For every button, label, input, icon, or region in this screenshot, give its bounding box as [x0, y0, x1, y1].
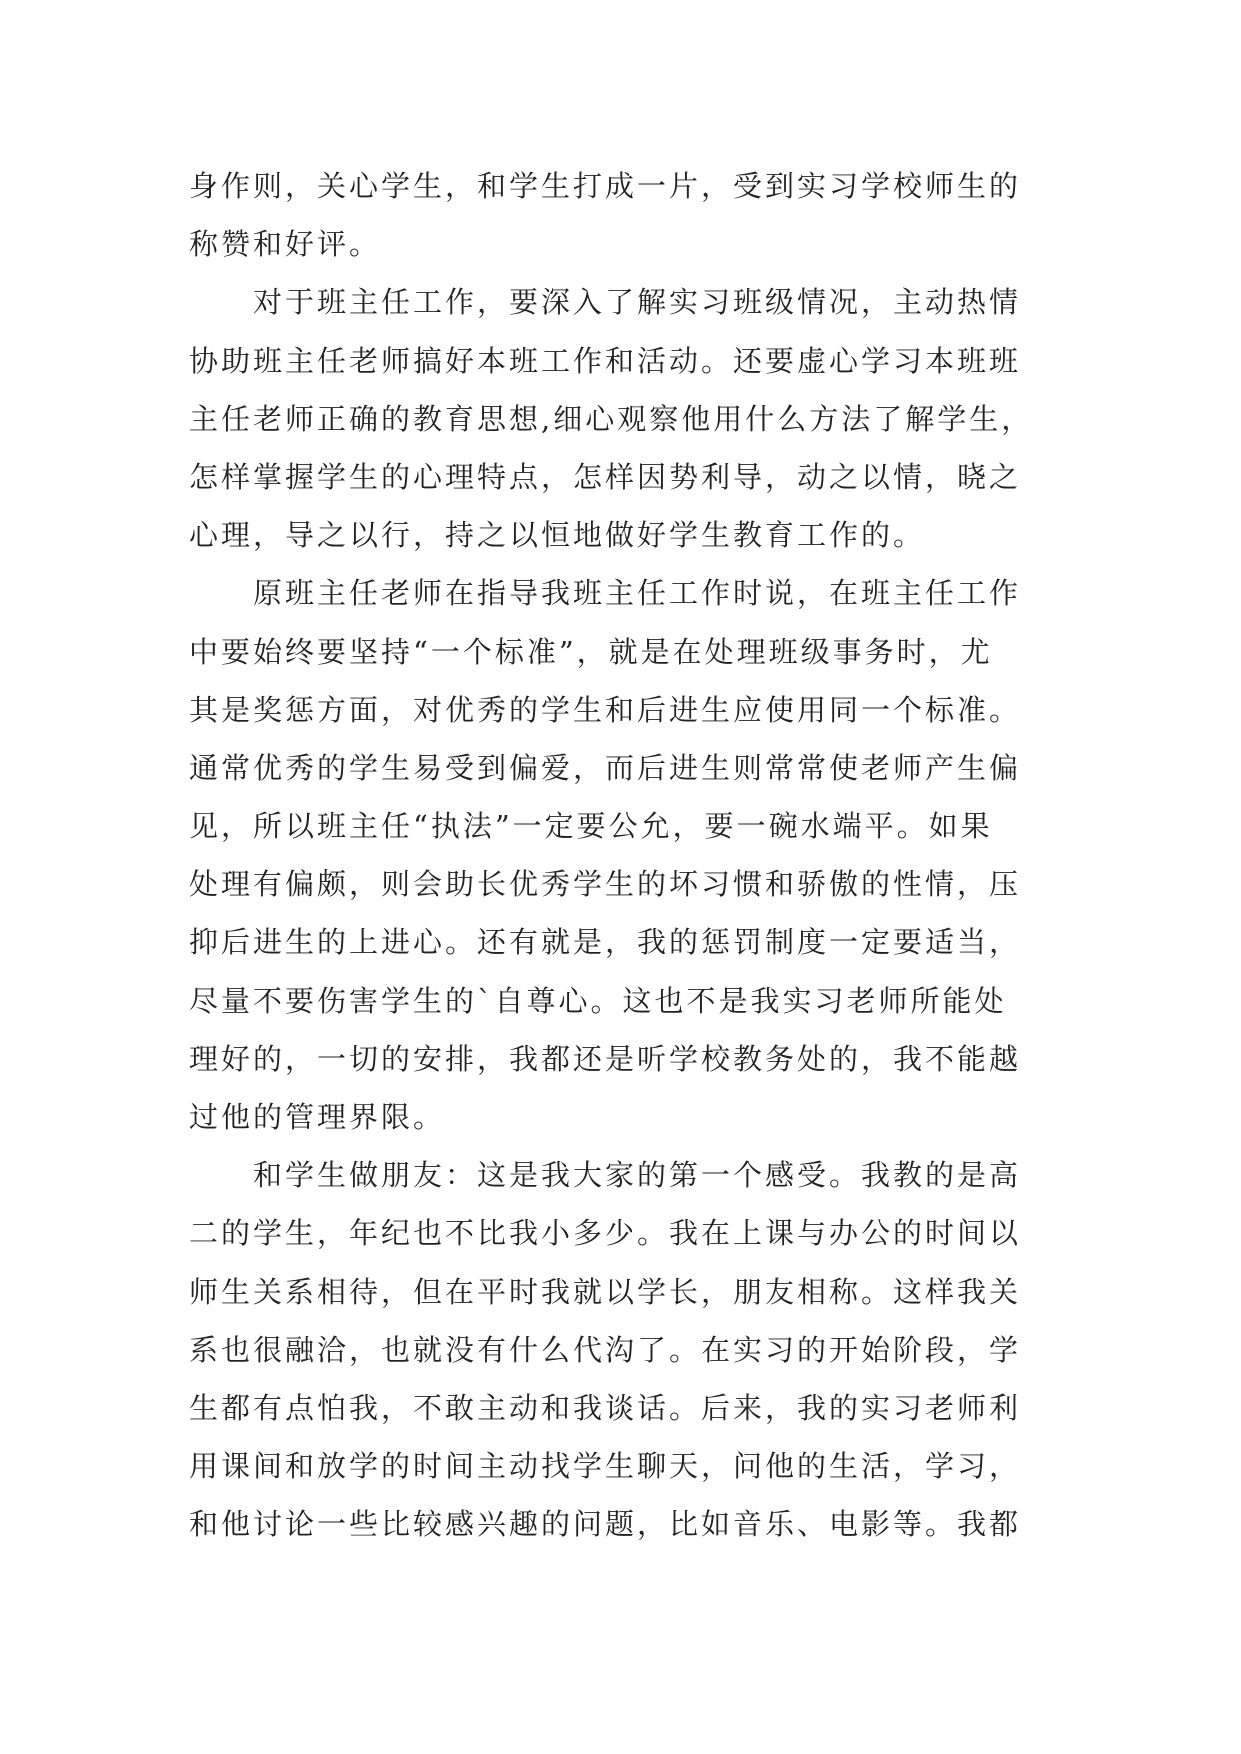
text-line: 通常优秀的学生易受到偏爱，而后进生则常常使老师产生偏 — [189, 750, 1022, 785]
text-line: 心理，导之以行，持之以恒地做好学生教育工作的。 — [189, 518, 926, 553]
text-line: 称赞和好评。 — [189, 227, 382, 262]
text-line: 过他的管理界限。 — [189, 1100, 446, 1134]
text-line: 抑后进生的上进心。还有就是，我的惩罚制度一定要适当， — [189, 925, 1022, 960]
text-line: 师生关系相待，但在平时我就以学长，朋友相称。这样我关 — [189, 1274, 1022, 1309]
text-line: 怎样掌握学生的心理特点，怎样因势利导，动之以情，晓之 — [189, 459, 1022, 494]
text-line: 和学生做朋友：这是我大家的第一个感受。我教的是高 — [189, 1158, 1022, 1193]
text-line: 用课间和放学的时间主动找学生聊天，问他的生活，学习， — [189, 1449, 1022, 1484]
text-line: 二的学生，年纪也不比我小多少。我在上课与办公的时间以 — [189, 1216, 1022, 1251]
text-line: 系也很融洽，也就没有什么代沟了。在实习的开始阶段，学 — [189, 1332, 1022, 1367]
text-line: 其是奖惩方面，对优秀的学生和后进生应使用同一个标准。 — [189, 692, 1022, 727]
text-line: 中要始终要坚持“一个标准”，就是在处理班级事务时，尤 — [189, 634, 993, 669]
text-line: 尽量不要伤害学生的`自尊心。这也不是我实习老师所能处 — [189, 983, 1007, 1018]
text-line: 原班主任老师在指导我班主任工作时说，在班主任工作 — [189, 576, 1022, 611]
text-line: 处理有偏颇，则会助长优秀学生的坏习惯和骄傲的性情，压 — [189, 867, 1022, 902]
text-line: 协助班主任老师搞好本班工作和活动。还要虚心学习本班班 — [189, 343, 1022, 378]
text-line: 见，所以班主任“执法”一定要公允，要一碗水端平。如果 — [189, 809, 993, 844]
text-line: 生都有点怕我，不敢主动和我谈话。后来，我的实习老师利 — [189, 1390, 1022, 1425]
text-line: 和他讨论一些比较感兴趣的问题，比如音乐、电影等。我都 — [189, 1507, 1022, 1542]
text-line: 对于班主任工作，要深入了解实习班级情况，主动热情 — [189, 285, 1022, 320]
text-line: 主任老师正确的教育思想,细心观察他用什么方法了解学生， — [189, 401, 1034, 436]
body-text — [189, 157, 1069, 1554]
text-line: 理好的，一切的安排，我都还是听学校教务处的，我不能越 — [189, 1041, 1022, 1076]
text-line: 身作则，关心学生，和学生打成一片，受到实习学校师生的 — [189, 169, 1022, 203]
